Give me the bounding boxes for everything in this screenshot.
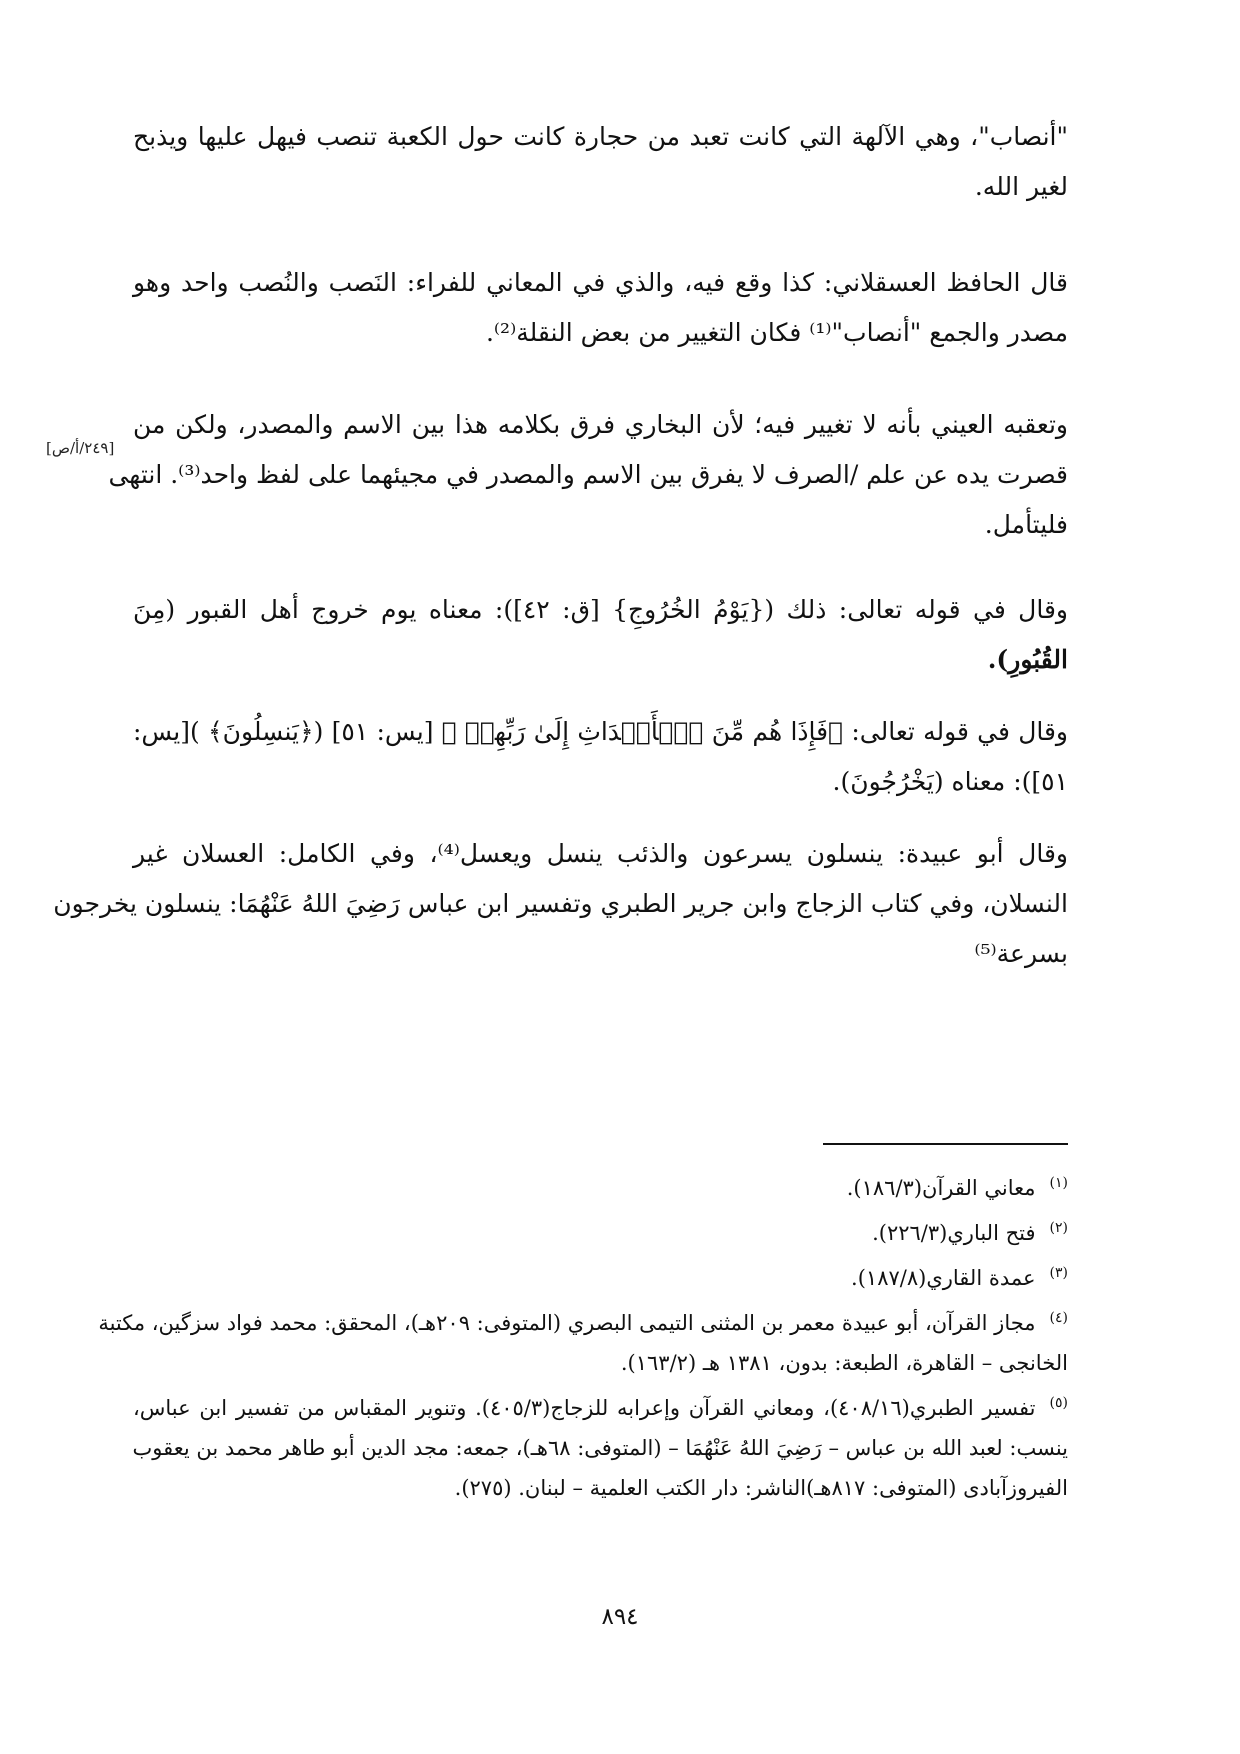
footnote-text: معاني القرآن(١٨٦/٣). (846, 1176, 1036, 1200)
footnote-4 (98, 1298, 1068, 1343)
paragraph-line: النسلان، وفي كتاب الزجاج وابن جرير الطبري وتفسير ابن عباس رَضِيَ اللهُ عَنْهُمَا: ينسلون يخرجون (53, 889, 1068, 918)
footnote-5-cont: الفيروزآبادى (المتوفى: ٨١٧هـ)الناشر: دار الكتب العلمية – لبنان. (٢٧٥). (454, 1476, 1068, 1500)
footnote-4-cont: الخانجى – القاهرة، الطبعة: بدون، ١٣٨١ هـ (١٦٣/٢). (620, 1351, 1068, 1375)
paragraph-line: ٥١]): معناه (يَخْرُجُونَ). (832, 767, 1068, 796)
footnote-number: (١) (1049, 1175, 1068, 1191)
paragraph-line: وقال أبو عبيدة: ينسلون يسرعون والذئب ينسل ويعسل⁽⁴⁾، وفي الكامل: العسلان غير (133, 839, 1068, 868)
paragraph-4 (133, 585, 1068, 685)
paragraph-2 (133, 258, 1068, 358)
footnote-text: مجاز القرآن، أبو عبيدة معمر بن المثنى التيمى البصري (المتوفى: ٢٠٩هـ)، المحقق: محمد فواد سزگين، مكتبة (98, 1311, 1036, 1335)
page-number: ٨٩٤ (601, 1604, 639, 1630)
footnote-number: (٤) (1049, 1310, 1068, 1326)
footnote-number: (٣) (1049, 1265, 1068, 1281)
paragraph-line: "أنصاب"، وهي الآلهة التي كانت تعبد من حجارة كانت حول الكعبة تنصب فيهل عليها ويذبح (133, 122, 1068, 151)
paragraph-line: وقال في قوله تعالى: ﴿فَإِذَا هُم مِّنَ ٱلۡأَجۡدَاثِ إِلَىٰ رَبِّهِمۡ ﴾ [يس: ٥١] (﴿يَنسِلُونَ﴾ )[يس: (133, 717, 1069, 746)
footnote-number: (٢) (1049, 1220, 1068, 1236)
paragraph-line: وقال في قوله تعالى: ذلك ({يَوْمُ الخُرُوجِ} [ق: ٤٢]): معناه يوم خروج أهل القبور (مِنَ (133, 595, 1068, 624)
paragraph-line: وتعقبه العيني بأنه لا تغيير فيه؛ لأن البخاري فرق بكلامه هذا بين الاسم والمصدر، ولكن من (133, 410, 1068, 439)
paragraph-line: القُبُورِ). (987, 645, 1068, 674)
footnote-number: (٥) (1049, 1395, 1068, 1411)
paragraph-5 (133, 707, 1068, 807)
paragraph-line: فليتأمل. (984, 510, 1068, 539)
paragraph-3 (108, 400, 1068, 550)
footnote-5 (133, 1383, 1068, 1428)
paragraph-line: بسرعة⁽⁵⁾ (974, 939, 1068, 968)
paragraph-1 (133, 112, 1068, 212)
manuscript-folio-note: [٢٤٩/أ/ص] (46, 439, 115, 457)
footnotes (98, 1163, 1068, 1508)
footnote-1 (133, 1163, 1068, 1208)
footnote-text: تفسير الطبري(٤٠٨/١٦)، ومعاني القرآن وإعرابه للزجاج(٤٠٥/٣). وتنوير المقباس من تفسير ابن عباس، (133, 1396, 1036, 1420)
footnote-text: عمدة القاري(١٨٧/٨). (851, 1266, 1036, 1290)
footnote-separator (823, 1143, 1068, 1145)
footnote-5-cont: ينسب: لعبد الله بن عباس – رَضِيَ اللهُ عَنْهُمَا – (المتوفى: ٦٨هـ)، جمعه: مجد الدين أبو طاهر محمد بن يعقوب (132, 1436, 1068, 1460)
paragraph-line: لغير الله. (974, 172, 1068, 201)
paragraph-line: قال الحافظ العسقلاني: كذا وقع فيه، والذي في المعاني للفراء: النَصب والنُصب واحد وهو (133, 268, 1068, 297)
paragraph-line: مصدر والجمع "أنصاب"⁽¹⁾ فكان التغيير من بعض النقلة⁽²⁾. (485, 318, 1068, 347)
paragraph-line: قصرت يده عن علم /الصرف لا يفرق بين الاسم والمصدر في مجيئهما على لفظ واحد⁽³⁾. انتهى (108, 460, 1068, 489)
footnote-text: فتح الباري(٢٢٦/٣). (872, 1221, 1036, 1245)
footnote-2 (133, 1208, 1068, 1253)
footnote-3 (133, 1253, 1068, 1298)
paragraph-6 (53, 829, 1068, 979)
